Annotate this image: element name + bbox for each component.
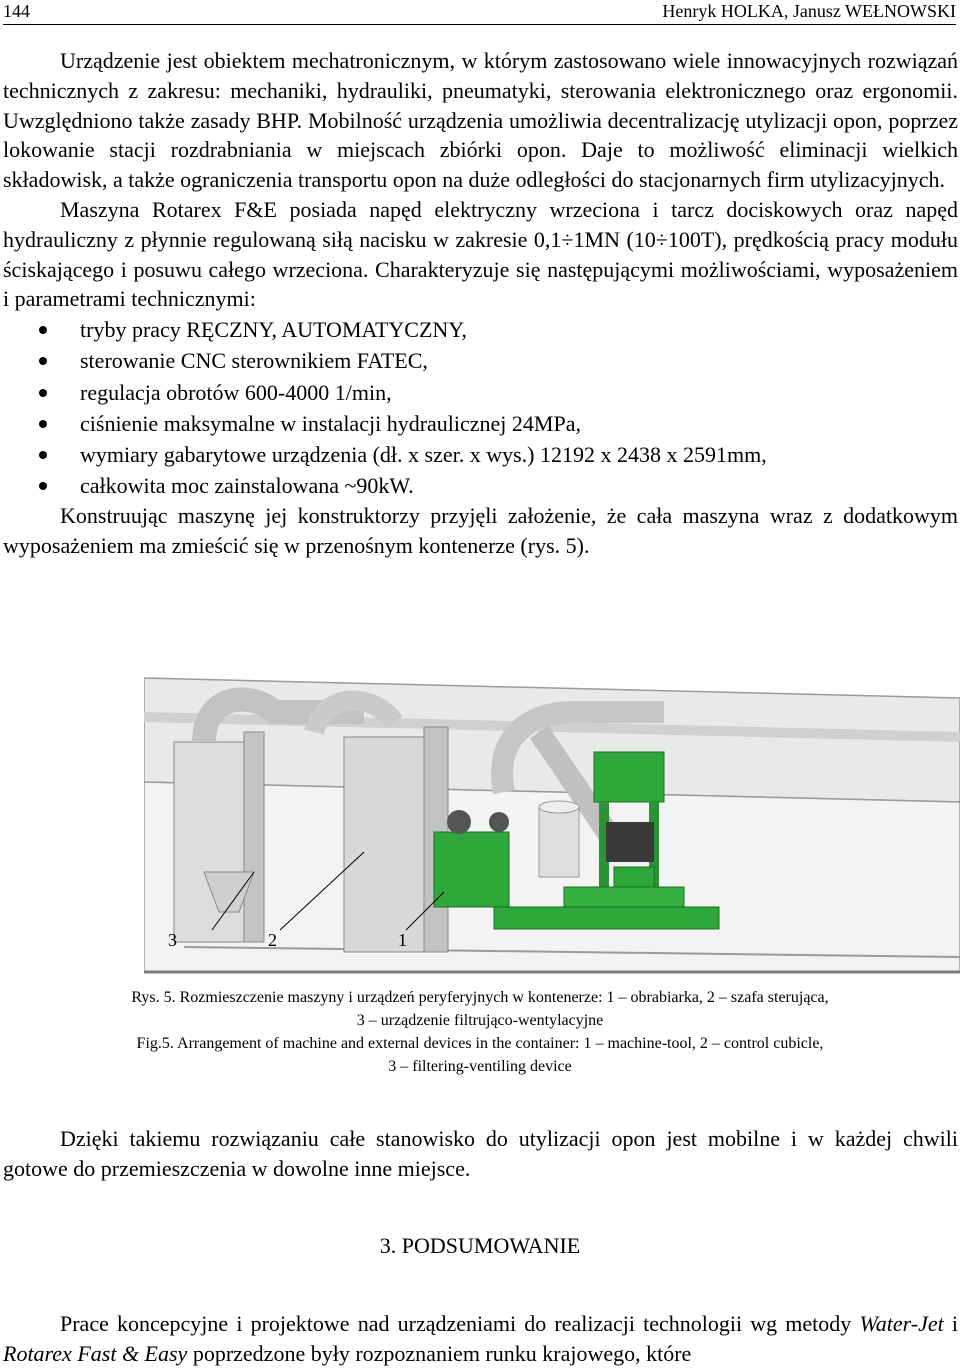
- p5-end: poprzedzone były rozpoznaniem runku krajowego, które: [187, 1340, 692, 1366]
- caption-en-line-1: Fig.5. Arrangement of machine and external devices in the container: 1 – machine-tool, 2 – control cubicle,: [136, 1035, 824, 1052]
- container-illustration: [144, 672, 960, 978]
- paragraph-2: Maszyna Rotarex F&E posiada napęd elektryczny wrzeciona i tarcz dociskowych oraz napęd hydrauliczny z płynnie regulowaną siłą nacisku w zakresie 0,1÷1MN (10÷100T), prędkością pracy modułu ściskającego i posuwu całego wrzeciona. Charakteryzuje się następującymi możliwościami, wyposażeniem i parametrami technicznymi:: [3, 196, 958, 312]
- machine-tool-base: [494, 907, 719, 929]
- section-heading: 3. PODSUMOWANIE: [379, 1233, 581, 1258]
- list-item: sterowanie CNC sterownikiem FATEC,: [3, 345, 958, 376]
- paragraph-5: [3, 1309, 958, 1369]
- hydraulic-unit: [434, 832, 509, 907]
- paragraph-3: Konstruując maszynę jej konstruktorzy przyjęli założenie, że cała maszyna wraz z dodatkowym wyposażeniem ma zmieścić się w przenośnym kontenerze (rys. 5).: [3, 503, 958, 559]
- body-text-middle: [3, 1124, 958, 1184]
- caption-pl-line-1: Rys. 5. Rozmieszczenie maszyny i urządzeń peryferyjnych w kontenerze: 1 – obrabiarka, 2 – szafa sterująca,: [131, 989, 829, 1006]
- p5-mid: i: [943, 1311, 958, 1336]
- control-cubicle: [344, 737, 424, 952]
- list-item: wymiary gabarytowe urządzenia (dł. x szer. x wys.) 12192 x 2438 x 2591mm,: [3, 439, 958, 470]
- specs-list: [3, 314, 958, 501]
- figure-label-2: 2: [268, 930, 277, 950]
- p5-italic-rotarex: Rotarex Fast & Easy: [3, 1340, 188, 1366]
- list-item: tryby pracy RĘCZNY, AUTOMATYCZNY,: [3, 314, 958, 345]
- figure-caption: [0, 986, 960, 1078]
- list-item: ciśnienie maksymalne w instalacji hydraulicznej 24MPa,: [3, 408, 958, 439]
- machine-tool-head: [594, 752, 664, 802]
- figure-label-3: 3: [168, 930, 177, 950]
- body-text-top: [3, 46, 958, 561]
- page-number: 144: [3, 1, 30, 21]
- caption-en-line-2: 3 – filtering-ventiling device: [388, 1058, 572, 1075]
- running-header: [3, 0, 956, 25]
- paragraph-1: Urządzenie jest obiektem mechatronicznym, w którym zastosowano wiele innowacyjnych rozwiązań technicznych z zakresu: mechaniki, hydrauliki, pneumatyki, sterowania elektronicznego oraz ergonomii. Uwzględniono także zasady BHP. Mobilność urządzenia umożliwia decentralizację utylizacji opon, poprzez lokowanie stacji rozdrabniania w miejscach zbiórki opon. Daje to możliwość eliminacji wielkich składowisk, a także ograniczenia transportu opon na duże odległości do stacjonarnych firm utylizacyjnych.: [3, 48, 958, 193]
- paragraph-4: Dzięki takiemu rozwiązaniu całe stanowisko do utylizacji opon jest mobilne i w każdej chwili gotowe do przemieszczenia w dowolne inne miejsce.: [3, 1126, 958, 1181]
- header-authors: Henryk HOLKA, Janusz WEŁNOWSKI: [662, 1, 956, 21]
- container-figure: [144, 672, 960, 978]
- p5-italic-water-jet: Water-Jet: [859, 1311, 944, 1336]
- list-item: całkowita moc zainstalowana ~90kW.: [3, 470, 958, 501]
- p5-start: Prace koncepcyjne i projektowe nad urządzeniami do realizacji technologii wg metody: [60, 1311, 852, 1336]
- body-text-bottom: [3, 1309, 958, 1369]
- caption-pl-line-2: 3 – urządzenie filtrująco-wentylacyjne: [356, 1012, 604, 1029]
- list-item: regulacja obrotów 600-4000 1/min,: [3, 377, 958, 408]
- figure-label-1: 1: [398, 930, 407, 950]
